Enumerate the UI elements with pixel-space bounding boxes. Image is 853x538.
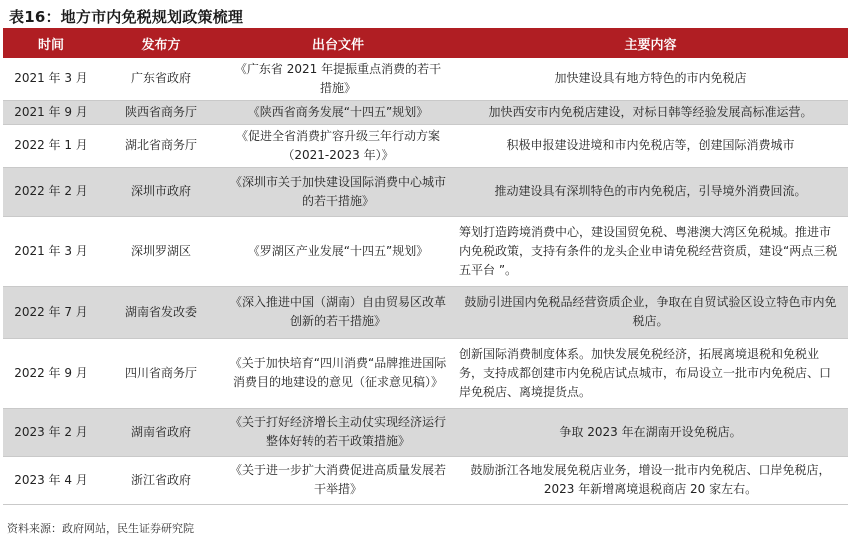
cell-document: 《关于加快培育“四川消费“品牌推进国际消费目的地建设的意见（征求意见稿）》	[223, 338, 453, 408]
header-document: 出台文件	[223, 28, 453, 58]
cell-document: 《关于进一步扩大消费促进高质量发展若干举措》	[223, 456, 453, 504]
cell-time: 2022 年 7 月	[3, 286, 99, 338]
cell-time: 2023 年 4 月	[3, 456, 99, 504]
cell-publisher: 四川省商务厅	[99, 338, 223, 408]
cell-document: 《陕西省商务发展“十四五”规划》	[223, 100, 453, 124]
source-note: 资料来源：政府网站，民生证券研究院	[7, 522, 194, 535]
table-row	[3, 58, 848, 100]
policy-table	[3, 28, 848, 505]
cell-document: 《深圳市关于加快建设国际消费中心城市的若干措施》	[223, 167, 453, 216]
cell-document: 《广东省 2021 年提振重点消费的若干措施》	[223, 58, 453, 100]
cell-content: 加快建设具有地方特色的市内免税店	[453, 58, 848, 100]
cell-content: 鼓励引进国内免税品经营资质企业，争取在自贸试验区设立特色市内免税店。	[453, 286, 848, 338]
cell-publisher: 浙江省政府	[99, 456, 223, 504]
cell-publisher: 湖北省商务厅	[99, 124, 223, 167]
table-row	[3, 286, 848, 338]
table-row	[3, 124, 848, 167]
cell-content: 积极申报建设进境和市内免税店等，创建国际消费城市	[453, 124, 848, 167]
cell-publisher: 深圳罗湖区	[99, 216, 223, 286]
cell-time: 2021 年 3 月	[3, 58, 99, 100]
cell-content: 筹划打造跨境消费中心，建设国贸免税、粤港澳大湾区免税城。推进市内免税政策，支持有条件的龙头企业申请免税经营资质，建设“两点三税五平台 ”。	[453, 216, 848, 286]
cell-publisher: 广东省政府	[99, 58, 223, 100]
header-content: 主要内容	[453, 28, 848, 58]
cell-time: 2021 年 3 月	[3, 216, 99, 286]
table-row	[3, 167, 848, 216]
cell-time: 2022 年 9 月	[3, 338, 99, 408]
cell-content: 创新国际消费制度体系。加快发展免税经济，拓展离境退税和免税业务，支持成都创建市内免税店试点城市，布局设立一批市内免税店、口岸免税店、离境提货点。	[453, 338, 848, 408]
cell-time: 2023 年 2 月	[3, 408, 99, 456]
cell-content: 加快西安市内免税店建设，对标日韩等经验发展高标准运营。	[453, 100, 848, 124]
table-header-row	[3, 28, 848, 58]
cell-content: 鼓励浙江各地发展免税店业务，增设一批市内免税店、口岸免税店，2023 年新增离境退税商店 20 家左右。	[453, 456, 848, 504]
header-publisher: 发布方	[99, 28, 223, 58]
cell-document: 《罗湖区产业发展“十四五”规划》	[223, 216, 453, 286]
table-title: 表16：地方市内免税规划政策梳理	[9, 8, 244, 26]
cell-publisher: 深圳市政府	[99, 167, 223, 216]
cell-content: 推动建设具有深圳特色的市内免税店，引导境外消费回流。	[453, 167, 848, 216]
table-row	[3, 100, 848, 124]
cell-content: 争取 2023 年在湖南开设免税店。	[453, 408, 848, 456]
cell-publisher: 湖南省发改委	[99, 286, 223, 338]
table-row	[3, 408, 848, 456]
cell-document: 《促进全省消费扩容升级三年行动方案（2021-2023 年）》	[223, 124, 453, 167]
header-time: 时间	[3, 28, 99, 58]
cell-document: 《深入推进中国（湖南）自由贸易区改革创新的若干措施》	[223, 286, 453, 338]
cell-time: 2021 年 9 月	[3, 100, 99, 124]
table-row	[3, 456, 848, 504]
cell-time: 2022 年 1 月	[3, 124, 99, 167]
cell-time: 2022 年 2 月	[3, 167, 99, 216]
cell-publisher: 湖南省政府	[99, 408, 223, 456]
table-row	[3, 338, 848, 408]
cell-document: 《关于打好经济增长主动仗实现经济运行整体好转的若干政策措施》	[223, 408, 453, 456]
table-row	[3, 216, 848, 286]
cell-publisher: 陕西省商务厅	[99, 100, 223, 124]
